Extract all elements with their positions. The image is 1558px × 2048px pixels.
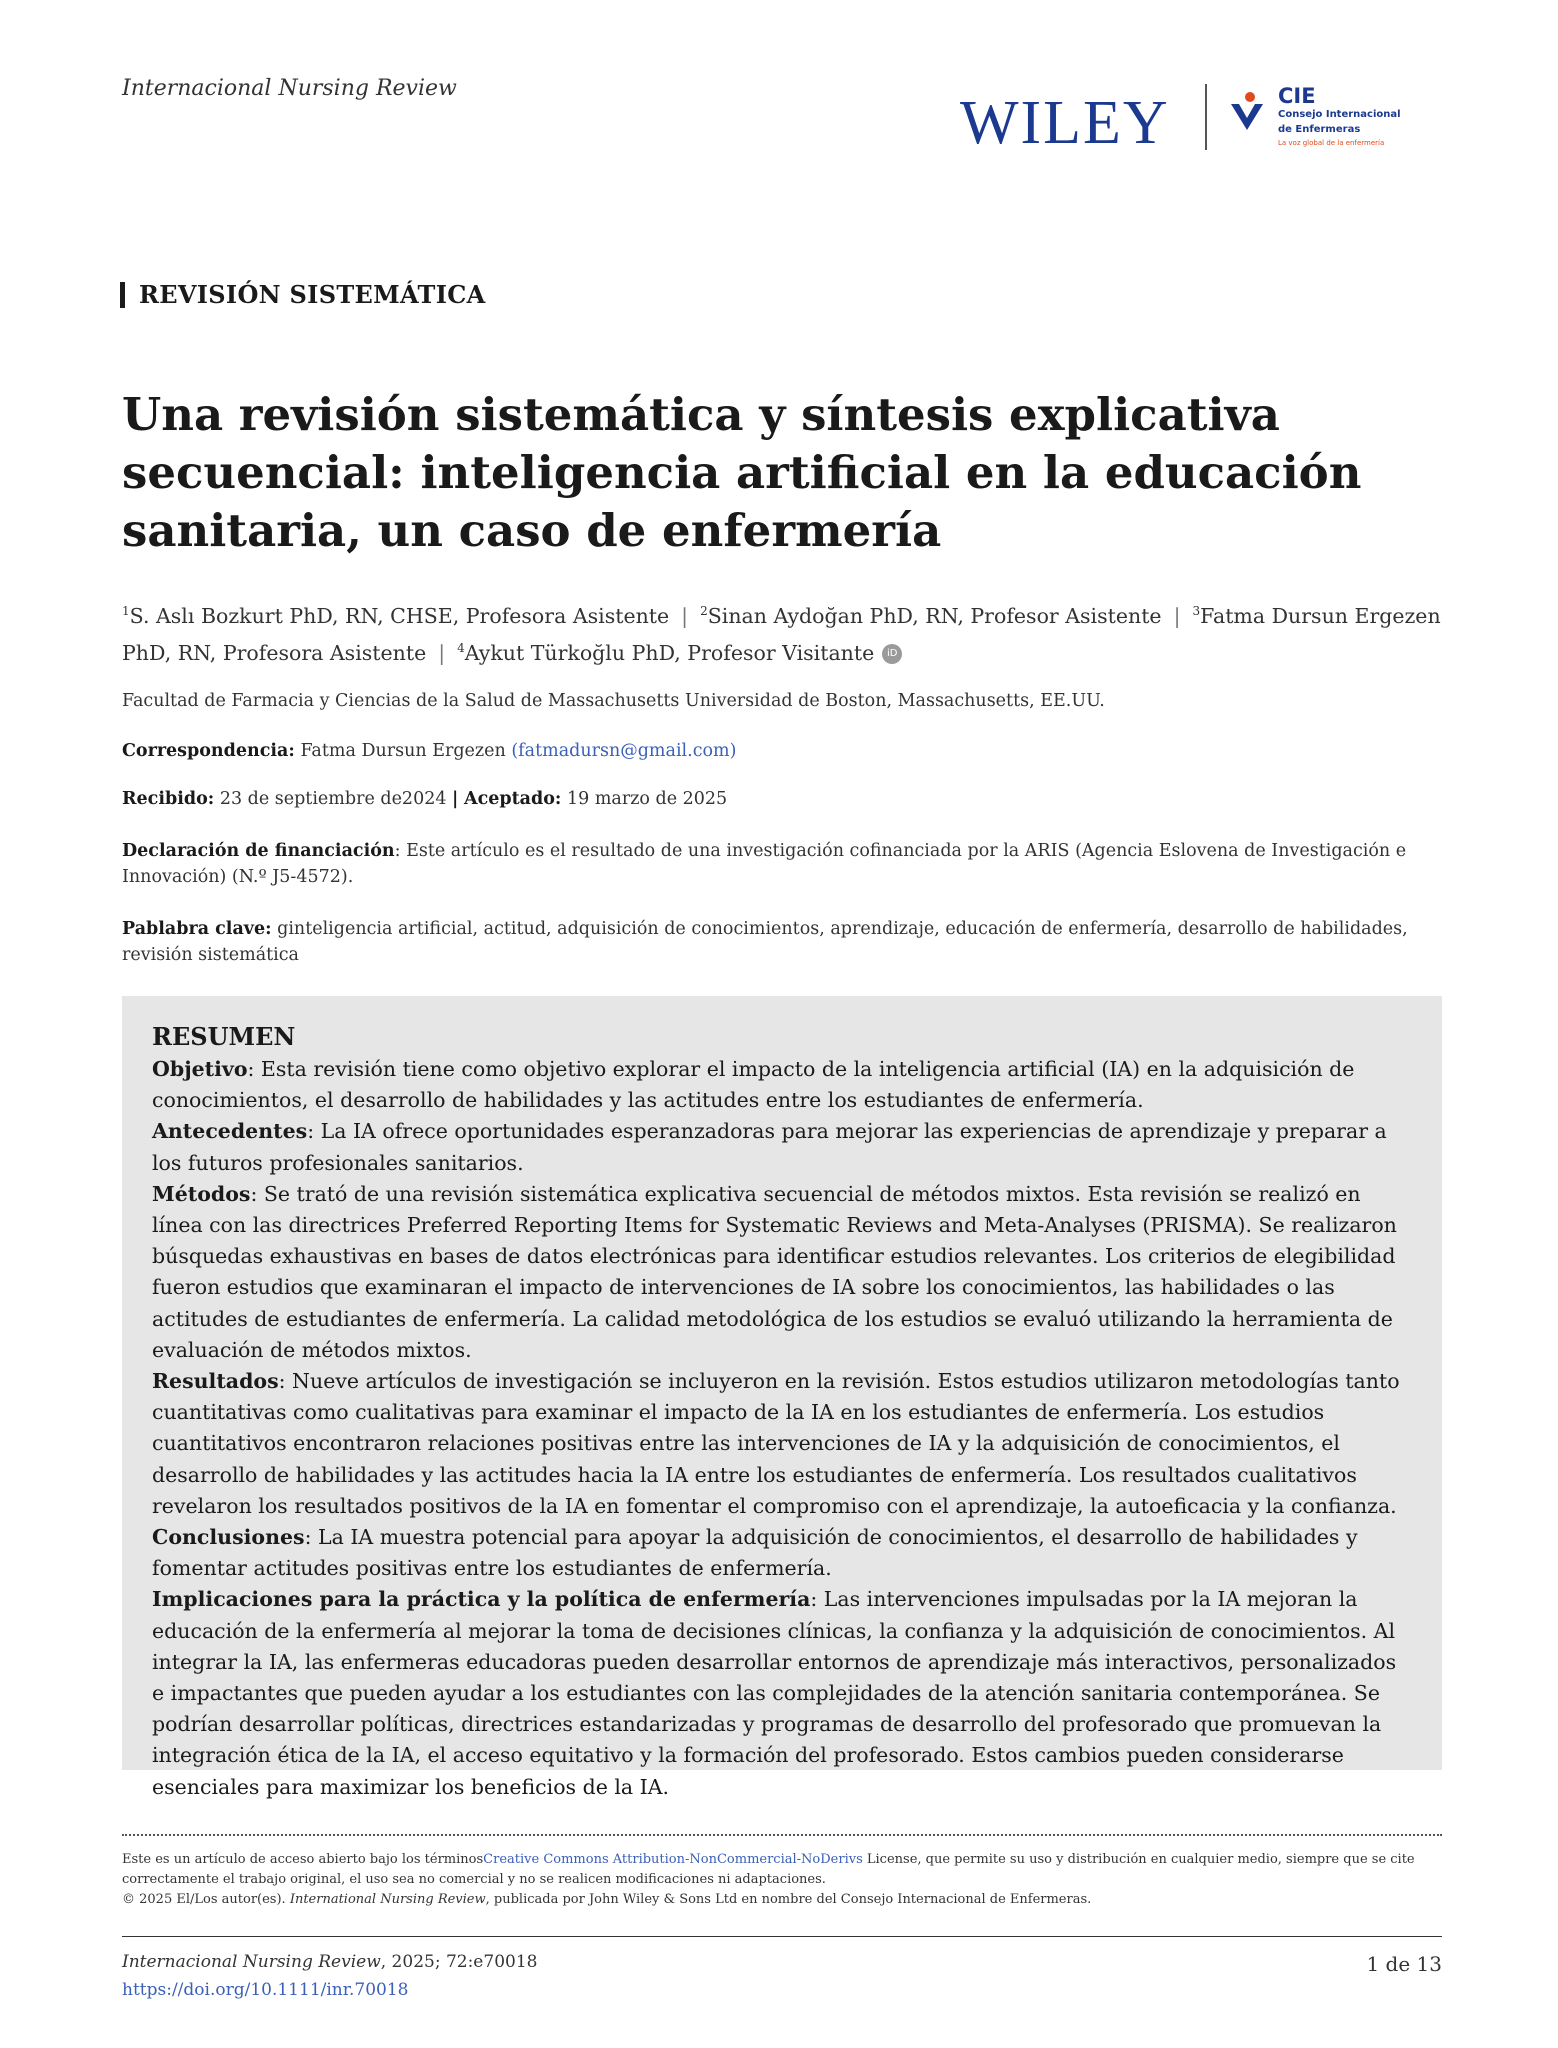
conclusions-label: Conclusiones [152, 1525, 305, 1550]
cie-logo-icon [1228, 90, 1266, 136]
objective-label: Objetivo [152, 1057, 248, 1081]
copyright-journal: International Nursing Review [289, 1892, 486, 1907]
article-title: Una revisión sistemática y síntesis explicativa secuencial: inteligencia artificial en la educación sanitaria, un caso de enfermería [122, 388, 1362, 557]
cie-tagline: La voz global de la enfermería [1278, 139, 1385, 147]
author-name[interactable]: Aykut Türkoğlu PhD, Profesor Visitante [464, 640, 875, 665]
affiliation: Facultad de Farmacia y Ciencias de la Salud de Massachusetts Universidad de Boston, Massachusetts, EE.UU. [122, 691, 1105, 711]
background-label: Antecedentes [152, 1119, 308, 1144]
abstract-implications [152, 1584, 1414, 1802]
author-number: 1 [122, 604, 130, 618]
author-name[interactable]: S. Aslı Bozkurt PhD, RN, CHSE, Profesora Asistente [129, 603, 670, 628]
cie-line1: Consejo Internacional [1278, 109, 1401, 120]
license-divider [122, 1834, 1442, 1836]
logo-divider [1205, 84, 1207, 150]
objective-text: : Esta revisión tiene como objetivo explorar el impacto de la inteligencia artificial (IA) en la adquisición de conocimientos, el desarrollo de habilidades y las actitudes entre los estudiantes de enfermería. [152, 1057, 1355, 1113]
license-rest: License, que permite su uso y distribución en cualquier medio, siempre que se cite correctamente el trabajo original, el uso sea no comercial y no se realicen modificaciones ni adaptaciones. [122, 1852, 1415, 1887]
cie-name: CIE [1278, 84, 1316, 108]
cie-line2: de Enfermeras [1278, 123, 1361, 135]
license-notice [122, 1850, 1442, 1910]
results-text: : Nueve artículos de investigación se incluyeron en la revisión. Estos estudios utilizaron metodologías tanto cuantitativas como cualitativas para examinar el impacto de la IA en los estudiantes de enfermería. Los estudios cuantitativos encontraron relaciones positivas entre las intervenciones de IA y la adquisición de conocimientos, el desarrollo de habilidades y las actitudes hacia la IA entre los estudiantes de enfermería. Los resultados cualitativos revelaron los resultados positivos de la IA en fomentar el compromiso con el aprendizaje, la autoeficacia y la confianza. [152, 1369, 1400, 1518]
author-number: 3 [1192, 604, 1201, 618]
author-name[interactable]: Fatma Dursun Ergezen PhD, RN, Profesora Asistente [122, 603, 1441, 665]
author-separator: | [681, 603, 689, 628]
author-number: 2 [700, 604, 708, 618]
correspondence [122, 738, 1442, 764]
wiley-logo: WILEY [960, 89, 1170, 157]
copyright-prefix: © 2025 El/Los autor(es). [122, 1892, 290, 1907]
implications-label: Implicaciones para la práctica y la política de enfermería [152, 1587, 811, 1612]
footer-divider [122, 1936, 1442, 1937]
received-date: 23 de septiembre de2024 [219, 789, 447, 809]
doi-link[interactable]: https://doi.org/10.1111/inr.70018 [122, 1980, 409, 2000]
abstract-conclusions [152, 1522, 1414, 1584]
cie-logo-text [1278, 86, 1401, 147]
journal-header: Internacional Nursing Review [122, 76, 457, 101]
funding-statement [122, 838, 1442, 890]
author-name[interactable]: Sinan Aydoğan PhD, RN, Profesor Asistente [707, 603, 1162, 628]
abstract-methods [152, 1179, 1414, 1366]
methods-label: Métodos [152, 1181, 251, 1206]
correspondence-name: Fatma Dursun Ergezen [300, 741, 506, 761]
author-separator: | [1173, 603, 1181, 628]
footer-volume: , 2025; 72:e70018 [380, 1952, 538, 1972]
author-separator: | [438, 640, 446, 665]
license-prefix: Este es un artículo de acceso abierto bajo los términos [122, 1852, 484, 1867]
footer-citation [122, 1952, 537, 1972]
author-number: 4 [457, 640, 465, 655]
background-text: : La IA ofrece oportunidades esperanzadoras para mejorar las experiencias de aprendizaje y preparar a los futuros profesionales sanitarios. [152, 1119, 1387, 1175]
conclusions-text: : La IA muestra potencial para apoyar la adquisición de conocimientos, el desarrollo de habilidades y fomentar actitudes positivas entre los estudiantes de enfermería. [152, 1525, 1358, 1581]
abstract-results [152, 1366, 1414, 1522]
keywords-label: Pablabra clave: [122, 919, 272, 939]
copyright-rest: , publicada por John Wiley & Sons Ltd en nombre del Consejo Internacional de Enfermeras. [485, 1892, 1092, 1907]
abstract-heading: RESUMEN [152, 1022, 296, 1051]
abstract-background [152, 1116, 1414, 1178]
results-label: Resultados [152, 1369, 279, 1394]
author-list [122, 595, 1442, 669]
received-label: Recibido: [122, 789, 215, 809]
implications-text: : Las intervenciones impulsadas por la IA mejoran la educación de la enfermería al mejorar la toma de decisiones clínicas, la confianza y la adquisición de conocimientos. Al integrar la IA, las enfermeras educadoras pueden desarrollar entornos de aprendizaje más interactivos, personalizados e impactantes que pueden ayudar a los estudiantes con las complejidades de la atención sanitaria contemporánea. Se podrían desarrollar políticas, directrices estandarizadas y programas de desarrollo del profesorado que promuevan la integración ética de la IA, el acceso equitativo y la formación del profesorado. Estos cambios pueden considerarse esenciales para maximizar los beneficios de la IA. [152, 1587, 1397, 1799]
abstract-objective [152, 1054, 1414, 1116]
abstract [152, 1022, 1414, 1803]
page-number: 1 de 13 [1366, 1952, 1442, 1976]
keywords-text: ginteligencia artificial, actitud, adquisición de conocimientos, aprendizaje, educación de enfermería, desarrollo de habilidades, revisión sistemática [122, 919, 1408, 965]
keywords [122, 916, 1442, 968]
license-link[interactable]: Creative Commons Attribution-NonCommercial-NoDerivs [483, 1852, 863, 1867]
methods-text: : Se trató de una revisión sistemática explicativa secuencial de métodos mixtos. Esta revisión se realizó en línea con las directrices Preferred Reporting Items for Systematic Reviews and Meta-Analyses (PRISMA). Se realizaron búsquedas exhaustivas en bases de datos electrónicas para identificar estudios relevantes. Los criterios de elegibilidad fueron estudios que examinaran el impacto de intervenciones de IA sobre los conocimientos, las habilidades o las actitudes de estudiantes de enfermería. La calidad metodológica de los estudios se evaluó utilizando la herramienta de evaluación de métodos mixtos. [152, 1181, 1397, 1362]
orcid-icon[interactable]: iD [882, 644, 902, 664]
footer-journal-name: Internacional Nursing Review [122, 1952, 381, 1972]
accepted-date: 19 marzo de 2025 [566, 789, 728, 809]
dates [122, 786, 1442, 812]
dates-separator: | [452, 789, 459, 809]
funding-label: Declaración de financiación [122, 841, 395, 861]
funding-text: : Este artículo es el resultado de una investigación cofinanciada por la ARIS (Agencia Eslovena de Investigación e Innovación) (N.º J5-4572). [122, 841, 1407, 887]
accepted-label: Aceptado: [464, 789, 562, 809]
correspondence-email-link[interactable]: (fatmadursn@gmail.com) [511, 741, 737, 761]
correspondence-label: Correspondencia: [122, 741, 295, 761]
section-label: REVISIÓN SISTEMÁTICA [120, 282, 486, 308]
